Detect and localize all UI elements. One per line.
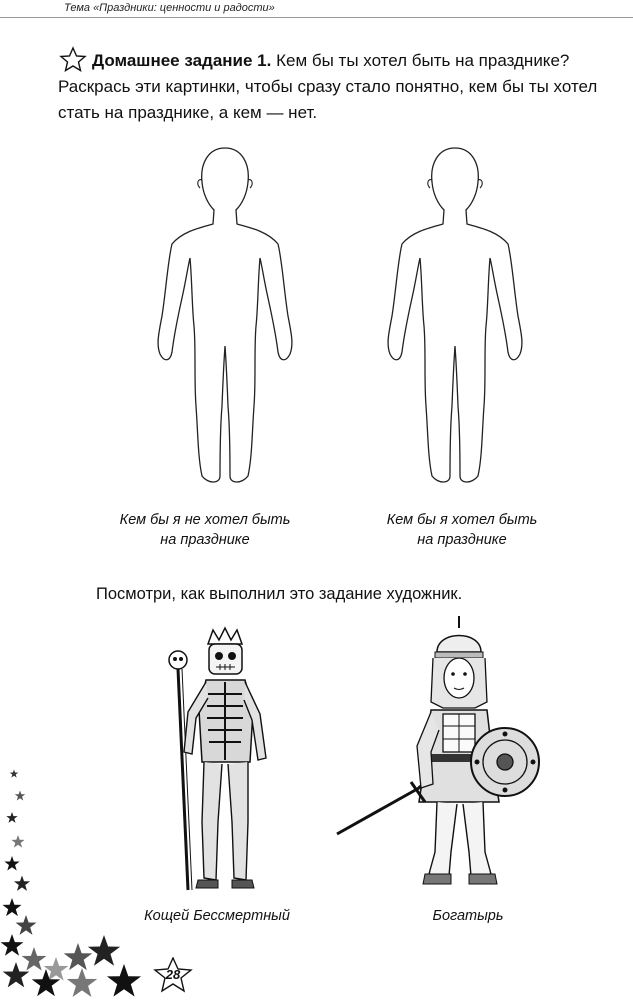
star-icon xyxy=(3,962,30,987)
star-icon xyxy=(88,935,120,966)
homework-task xyxy=(58,46,633,126)
star-outline-icon xyxy=(58,46,88,72)
header-rule xyxy=(0,17,633,18)
caption-want-line2: на празднике xyxy=(417,532,507,548)
star-icon xyxy=(4,856,19,870)
bogatyr-illustration xyxy=(333,612,543,897)
caption-not-want-line2: на празднике xyxy=(160,532,250,548)
body-outline-left xyxy=(150,140,300,490)
star-icon xyxy=(1,934,24,956)
caption-bogatyr: Богатырь xyxy=(432,908,504,924)
task-title: Домашнее задание 1. xyxy=(92,51,272,70)
star-icon xyxy=(14,876,30,891)
star-icon xyxy=(11,835,24,848)
caption-not-want xyxy=(100,510,310,550)
caption-koschei: Кощей Бессмертный xyxy=(144,908,290,924)
caption-not-want-line1: Кем бы я не хотел быть xyxy=(119,512,291,528)
body-outline-right xyxy=(380,140,530,490)
star-icon xyxy=(22,947,47,971)
star-icon xyxy=(67,968,97,997)
caption-want-line1: Кем бы я хотел быть xyxy=(386,512,538,528)
star-icon xyxy=(107,964,141,997)
star-icon xyxy=(16,915,37,935)
task-question: Кем бы ты хотел быть на празднике? xyxy=(271,51,570,70)
task-instruction: Раскрась эти картинки, чтобы сразу стало понятно, кем бы ты хотел стать на празднике, а кем — нет. xyxy=(58,77,598,122)
page-number xyxy=(152,957,194,993)
example-intro: Посмотри, как выполнил это задание художник. xyxy=(96,585,463,603)
koschei-illustration xyxy=(158,622,283,897)
star-icon xyxy=(3,898,22,916)
running-title: Тема «Праздники: ценности и радости» xyxy=(64,2,275,14)
page-number-text: 28 xyxy=(165,967,181,982)
star-icon xyxy=(15,791,25,801)
decorative-stars xyxy=(0,760,160,1000)
star-icon xyxy=(10,770,19,778)
caption-want xyxy=(362,510,562,550)
star-icon xyxy=(6,812,17,823)
